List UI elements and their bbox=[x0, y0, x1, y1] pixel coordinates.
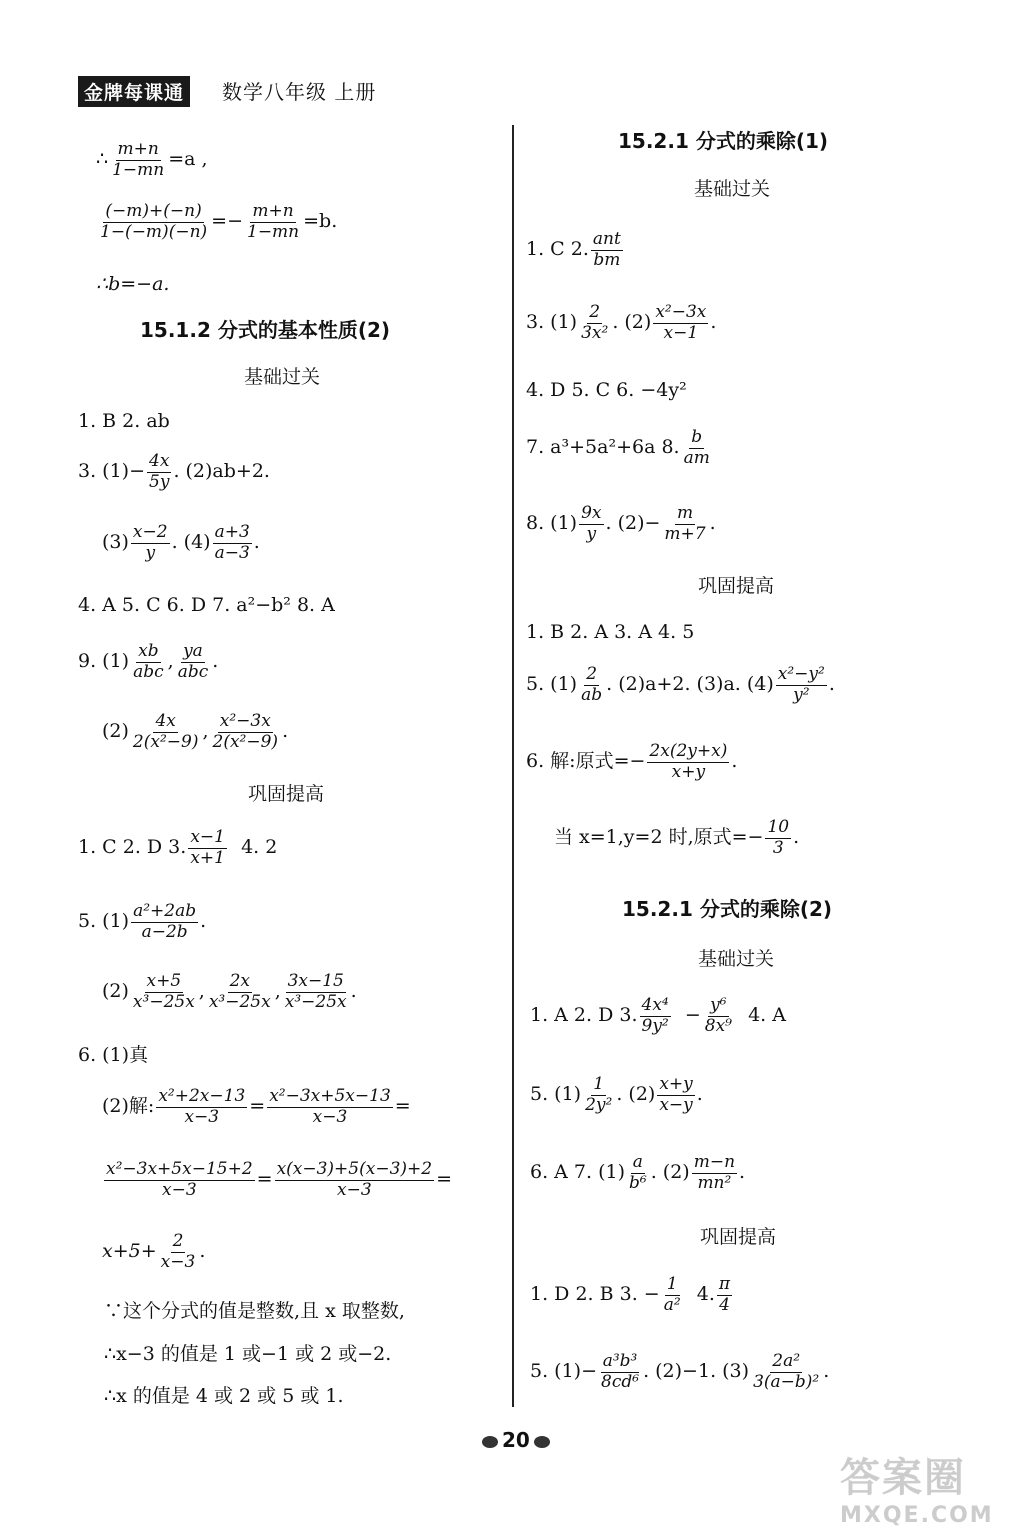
answer-line: 5. (1) $\frac{1}{\text{2y²}}$ . (2) $\frac{x+y}{x-y}$ . bbox=[530, 1074, 703, 1115]
answer-line: $\frac{\text{x²−3x+5x−15+2}}{x-3}$ = $\frac{x(x-3)+5(x-3)+2}{x-3}$ = bbox=[106, 1159, 453, 1200]
answer-line: (3) $\frac{x-2}{y}$ . (4) $\frac{a+3}{a-3}$ . bbox=[102, 522, 260, 563]
answer-line: (2) $\frac{4x}{\text{2(x²−9)}}$ , $\frac{\text{x²−3x}}{\text{2(x²−9)}}$ . bbox=[102, 711, 289, 752]
answer-line: 8. (1) $\frac{9x}{y}$ . (2)− $\frac{m}{m+7}$ . bbox=[526, 503, 716, 544]
answer-line: ∴x−3 的值是 1 或−1 或 2 或−2. bbox=[104, 1343, 392, 1365]
subheading-basic-2: 基础过关 bbox=[694, 178, 771, 200]
answer-line: 9. (1) $\frac{xb}{\text{abc}}$ , $\frac{ya}{\text{abc}}$ . bbox=[78, 641, 219, 682]
answer-line: 1. B 2. ab bbox=[78, 410, 170, 432]
section-title-15-2-1-b: 15.2.1 分式的乘除(2) bbox=[622, 897, 833, 921]
answer-line: (2) $\frac{x+5}{\text{x³−25x}}$ , $\frac{2x}{\text{x³−25x}}$ , $\frac{3x-15}{\text{x³−25x}}$ . bbox=[102, 971, 357, 1012]
answer-line: ∵这个分式的值是整数,且 x 取整数, bbox=[104, 1300, 405, 1322]
leaf-ornament-icon bbox=[534, 1436, 550, 1448]
subheading-basic-3: 基础过关 bbox=[698, 948, 775, 970]
answer-line: (2)解: $\frac{\text{x²+2x−13}}{x-3}$ = $\frac{\text{x²−3x+5x−13}}{x-3}$ = bbox=[102, 1086, 411, 1127]
answer-line: 6. A 7. (1) $\frac{a}{\text{b⁶}}$ . (2) $\frac{m-n}{\text{mn²}}$ . bbox=[530, 1152, 746, 1193]
page-number: 20 bbox=[478, 1428, 554, 1452]
answer-line: 5. (1) $\frac{2}{ab}$ . (2)a+2. (3)a. (4) $\frac{\text{x²−y²}}{\text{y²}}$ . bbox=[526, 664, 835, 705]
answer-line: 4. D 5. C 6. −4y² bbox=[526, 379, 687, 401]
left-line-2: $\frac{(-m)+(-n)}{1-(-m)(-n)}$ =− $\frac{m+n}{1-mn}$ =b. bbox=[100, 201, 338, 242]
series-badge: 金牌每课通 bbox=[78, 76, 190, 107]
subheading-improve-1: 巩固提高 bbox=[248, 783, 325, 805]
book-title: 数学八年级 上册 bbox=[222, 80, 377, 104]
answer-line: ∴x 的值是 4 或 2 或 5 或 1. bbox=[104, 1385, 344, 1407]
answer-line: 5. (1) $\frac{\text{a²+2ab}}{a-2b}$ . bbox=[78, 901, 207, 942]
answer-line: 6. 解:原式=− $\frac{2x(2y+x)}{x+y}$ . bbox=[526, 741, 738, 782]
answer-line: 4. A 5. C 6. D 7. a²−b² 8. A bbox=[78, 594, 335, 616]
answer-line: 3. (1)− $\frac{4x}{5y}$ . (2)ab+2. bbox=[78, 451, 270, 492]
left-line-1: ∴ $\frac{m+n}{1-mn}$ =a , bbox=[96, 139, 208, 180]
leaf-ornament-icon bbox=[482, 1436, 498, 1448]
answer-line: 1. D 2. B 3. − $\frac{1}{\text{a²}}$ 4. $\frac{\pi}{4}$ bbox=[530, 1274, 731, 1315]
answer-line: 6. (1)真 bbox=[78, 1044, 149, 1066]
answer-line: 1. C 2. D 3. $\frac{x-1}{x+1}$ 4. 2 bbox=[78, 827, 278, 868]
subheading-basic-1: 基础过关 bbox=[244, 366, 321, 388]
answer-line: 5. (1)− $\frac{\text{a³b³}}{\text{8cd⁶}}$ . (2)−1. (3) $\frac{\text{2a²}}{\text{3(a−b)²}}$ . bbox=[530, 1351, 830, 1392]
answer-line: 1. B 2. A 3. A 4. 5 bbox=[526, 621, 695, 643]
answer-line: 3. (1) $\frac{2}{\text{3x²}}$ . (2) $\frac{\text{x²−3x}}{x-1}$ . bbox=[526, 302, 717, 343]
answer-line: 1. A 2. D 3. $\frac{\text{4x⁴}}{\text{9y²}}$ − $\frac{\text{y⁶}}{\text{8x⁹}}$ 4. A bbox=[530, 995, 786, 1036]
subheading-improve-3: 巩固提高 bbox=[700, 1226, 777, 1248]
section-title-15-2-1-a: 15.2.1 分式的乘除(1) bbox=[618, 129, 829, 153]
subheading-improve-2: 巩固提高 bbox=[698, 575, 775, 597]
column-divider bbox=[512, 125, 514, 1407]
answer-line: 1. C 2. $\frac{\text{ant}}{bm}$ bbox=[526, 229, 621, 270]
watermark: 答案圈 MXQE.COM bbox=[840, 1455, 994, 1528]
answer-line: 当 x=1,y=2 时,原式=− $\frac{10}{3}$ . bbox=[554, 817, 800, 858]
answer-line: x+5+ $\frac{2}{x-3}$ . bbox=[102, 1231, 206, 1272]
answer-line: 7. a³+5a²+6a 8. $\frac{b}{am}$ bbox=[526, 427, 710, 468]
section-title-15-1-2: 15.1.2 分式的基本性质(2) bbox=[140, 318, 391, 342]
left-line-3: ∴b=−a. bbox=[96, 273, 170, 295]
